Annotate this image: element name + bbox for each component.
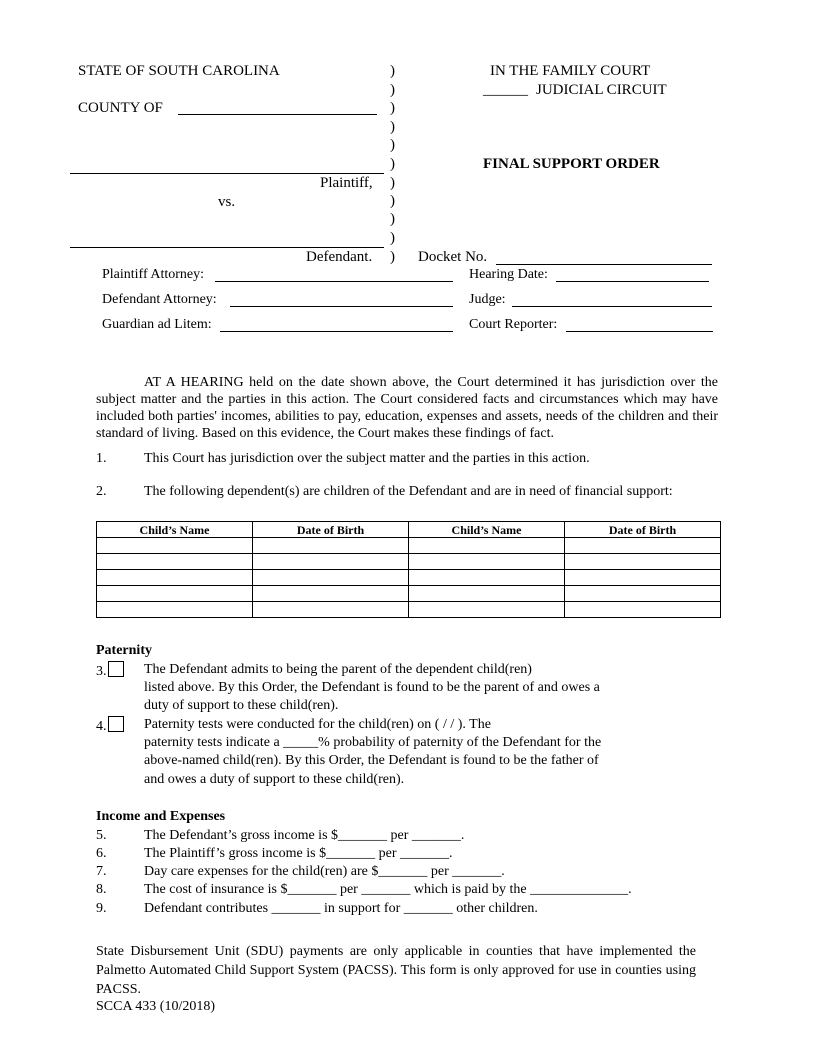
dob-cell[interactable] [565,554,721,570]
table-header-row [97,522,721,538]
defendant-name-field[interactable] [70,247,384,248]
item-2-text: The following dependent(s) are children of the Defendant and are in need of financial support: [144,484,673,499]
county-label: COUNTY OF [78,100,163,116]
item-4-line: Paternity tests were conducted for the child(ren) on ( / / ). The [144,717,491,732]
paternity-heading: Paternity [96,643,152,658]
document-title: FINAL SUPPORT ORDER [483,156,660,172]
table-row [97,554,721,570]
item-4-line: above-named child(ren). By this Order, the Defendant is found to be the father of [144,753,599,768]
plaintiff-income-line[interactable]: The Plaintiff’s gross income is $_______ per _______. [144,846,453,861]
column-header: Date of Birth [565,522,721,538]
dob-cell[interactable] [253,602,409,618]
judge-label: Judge: [469,292,506,307]
caption-paren: ) [390,156,395,172]
plaintiff-name-field[interactable] [70,173,384,174]
dob-cell[interactable] [253,554,409,570]
income-heading: Income and Expenses [96,809,226,824]
child-name-cell[interactable] [97,570,253,586]
table-row [97,570,721,586]
table-row [97,586,721,602]
form-number: SCCA 433 (10/2018) [96,999,216,1014]
child-name-cell[interactable] [97,586,253,602]
item-4-number-text: 4. [96,719,107,734]
item-number: 7. [96,864,107,879]
defendant-attorney-field[interactable] [230,306,453,307]
caption-paren: ) [390,63,395,79]
docket-field[interactable] [496,264,712,265]
item-number: 8. [96,882,107,897]
item-1-number: 1. [96,451,107,466]
sdu-note: State Disbursement Unit (SDU) payments are only applicable in counties that have implemented the Palmetto Automated Child Support System (PACSS). This form is only approved for use in counties using PACSS. [96,944,696,997]
state-label: STATE OF SOUTH CAROLINA [78,63,280,79]
caption-paren: ) [390,211,395,227]
vs-label: vs. [218,194,236,210]
docket-label: Docket No. [418,249,488,265]
defendant-attorney-label: Defendant Attorney: [102,292,217,307]
caption-paren: ) [390,249,395,265]
dob-cell[interactable] [253,570,409,586]
item-4-number [96,716,124,735]
item-3-checkbox[interactable] [108,661,124,677]
dob-cell[interactable] [565,538,721,554]
hearing-date-field[interactable] [556,281,709,282]
child-name-cell[interactable] [409,554,565,570]
guardian-label: Guardian ad Litem: [102,317,212,332]
item-number: 9. [96,901,107,916]
insurance-cost-line[interactable]: The cost of insurance is $_______ per _______ which is paid by the ______________. [144,882,632,897]
caption-paren: ) [390,100,395,116]
guardian-field[interactable] [220,331,453,332]
caption-paren: ) [390,175,395,191]
child-name-cell[interactable] [409,602,565,618]
plaintiff-attorney-label: Plaintiff Attorney: [102,267,205,282]
dob-cell[interactable] [565,602,721,618]
dob-cell[interactable] [253,538,409,554]
item-number: 5. [96,828,107,843]
item-3-line: The Defendant admits to being the parent of the dependent child(ren) [144,662,532,677]
caption-paren: ) [390,193,395,209]
item-number: 6. [96,846,107,861]
judge-field[interactable] [512,306,712,307]
court-reporter-label: Court Reporter: [469,317,558,332]
item-3-line: duty of support to these child(ren). [144,698,339,713]
item-1-text: This Court has jurisdiction over the subject matter and the parties in this action. [144,451,590,466]
item-4-line: paternity tests indicate a _____% probability of paternity of the Defendant for the [144,735,602,750]
item-4-line: and owes a duty of support to these child(ren). [144,772,405,787]
caption-paren: ) [390,137,395,153]
child-name-cell[interactable] [409,570,565,586]
dob-cell[interactable] [565,586,721,602]
plaintiff-label: Plaintiff, [320,175,373,191]
court-label: IN THE FAMILY COURT [490,63,651,79]
column-header: Child’s Name [409,522,565,538]
item-4-checkbox[interactable] [108,716,124,732]
county-field[interactable] [178,114,377,115]
defendant-income-line[interactable]: The Defendant’s gross income is $_______ per _______. [144,828,465,843]
child-name-cell[interactable] [409,586,565,602]
dob-cell[interactable] [565,570,721,586]
other-children-line[interactable]: Defendant contributes _______ in support for _______ other children. [144,901,538,916]
column-header: Date of Birth [253,522,409,538]
item-3-number [96,661,124,680]
child-name-cell[interactable] [409,538,565,554]
caption-paren: ) [390,82,395,98]
column-header: Child’s Name [97,522,253,538]
dob-cell[interactable] [253,586,409,602]
court-reporter-field[interactable] [566,331,713,332]
intro-paragraph: AT A HEARING held on the date shown above, the Court determined it has jurisdiction over the subject matter and the parties in this action. The Court considered facts and circumstances which may have included both parties' incomes, abilities to pay, education, expenses and assets, needs of the children and their standard of living. Based on this evidence, the Court makes these findings of fact. [96,375,718,441]
circuit-blank[interactable]: ______ [483,82,528,98]
child-name-cell[interactable] [97,602,253,618]
item-3-line: listed above. By this Order, the Defendant is found to be the parent of and owes a [144,680,600,695]
daycare-expense-line[interactable]: Day care expenses for the child(ren) are $_______ per _______. [144,864,505,879]
circuit-label: JUDICIAL CIRCUIT [536,82,667,98]
hearing-date-label: Hearing Date: [469,267,548,282]
table-row [97,602,721,618]
child-name-cell[interactable] [97,554,253,570]
caption-paren: ) [390,230,395,246]
defendant-label: Defendant. [306,249,373,265]
plaintiff-attorney-field[interactable] [215,281,453,282]
item-3-number-text: 3. [96,664,107,679]
item-2-number: 2. [96,484,107,499]
caption-paren: ) [390,119,395,135]
children-table [96,521,721,618]
child-name-cell[interactable] [97,538,253,554]
table-row [97,538,721,554]
